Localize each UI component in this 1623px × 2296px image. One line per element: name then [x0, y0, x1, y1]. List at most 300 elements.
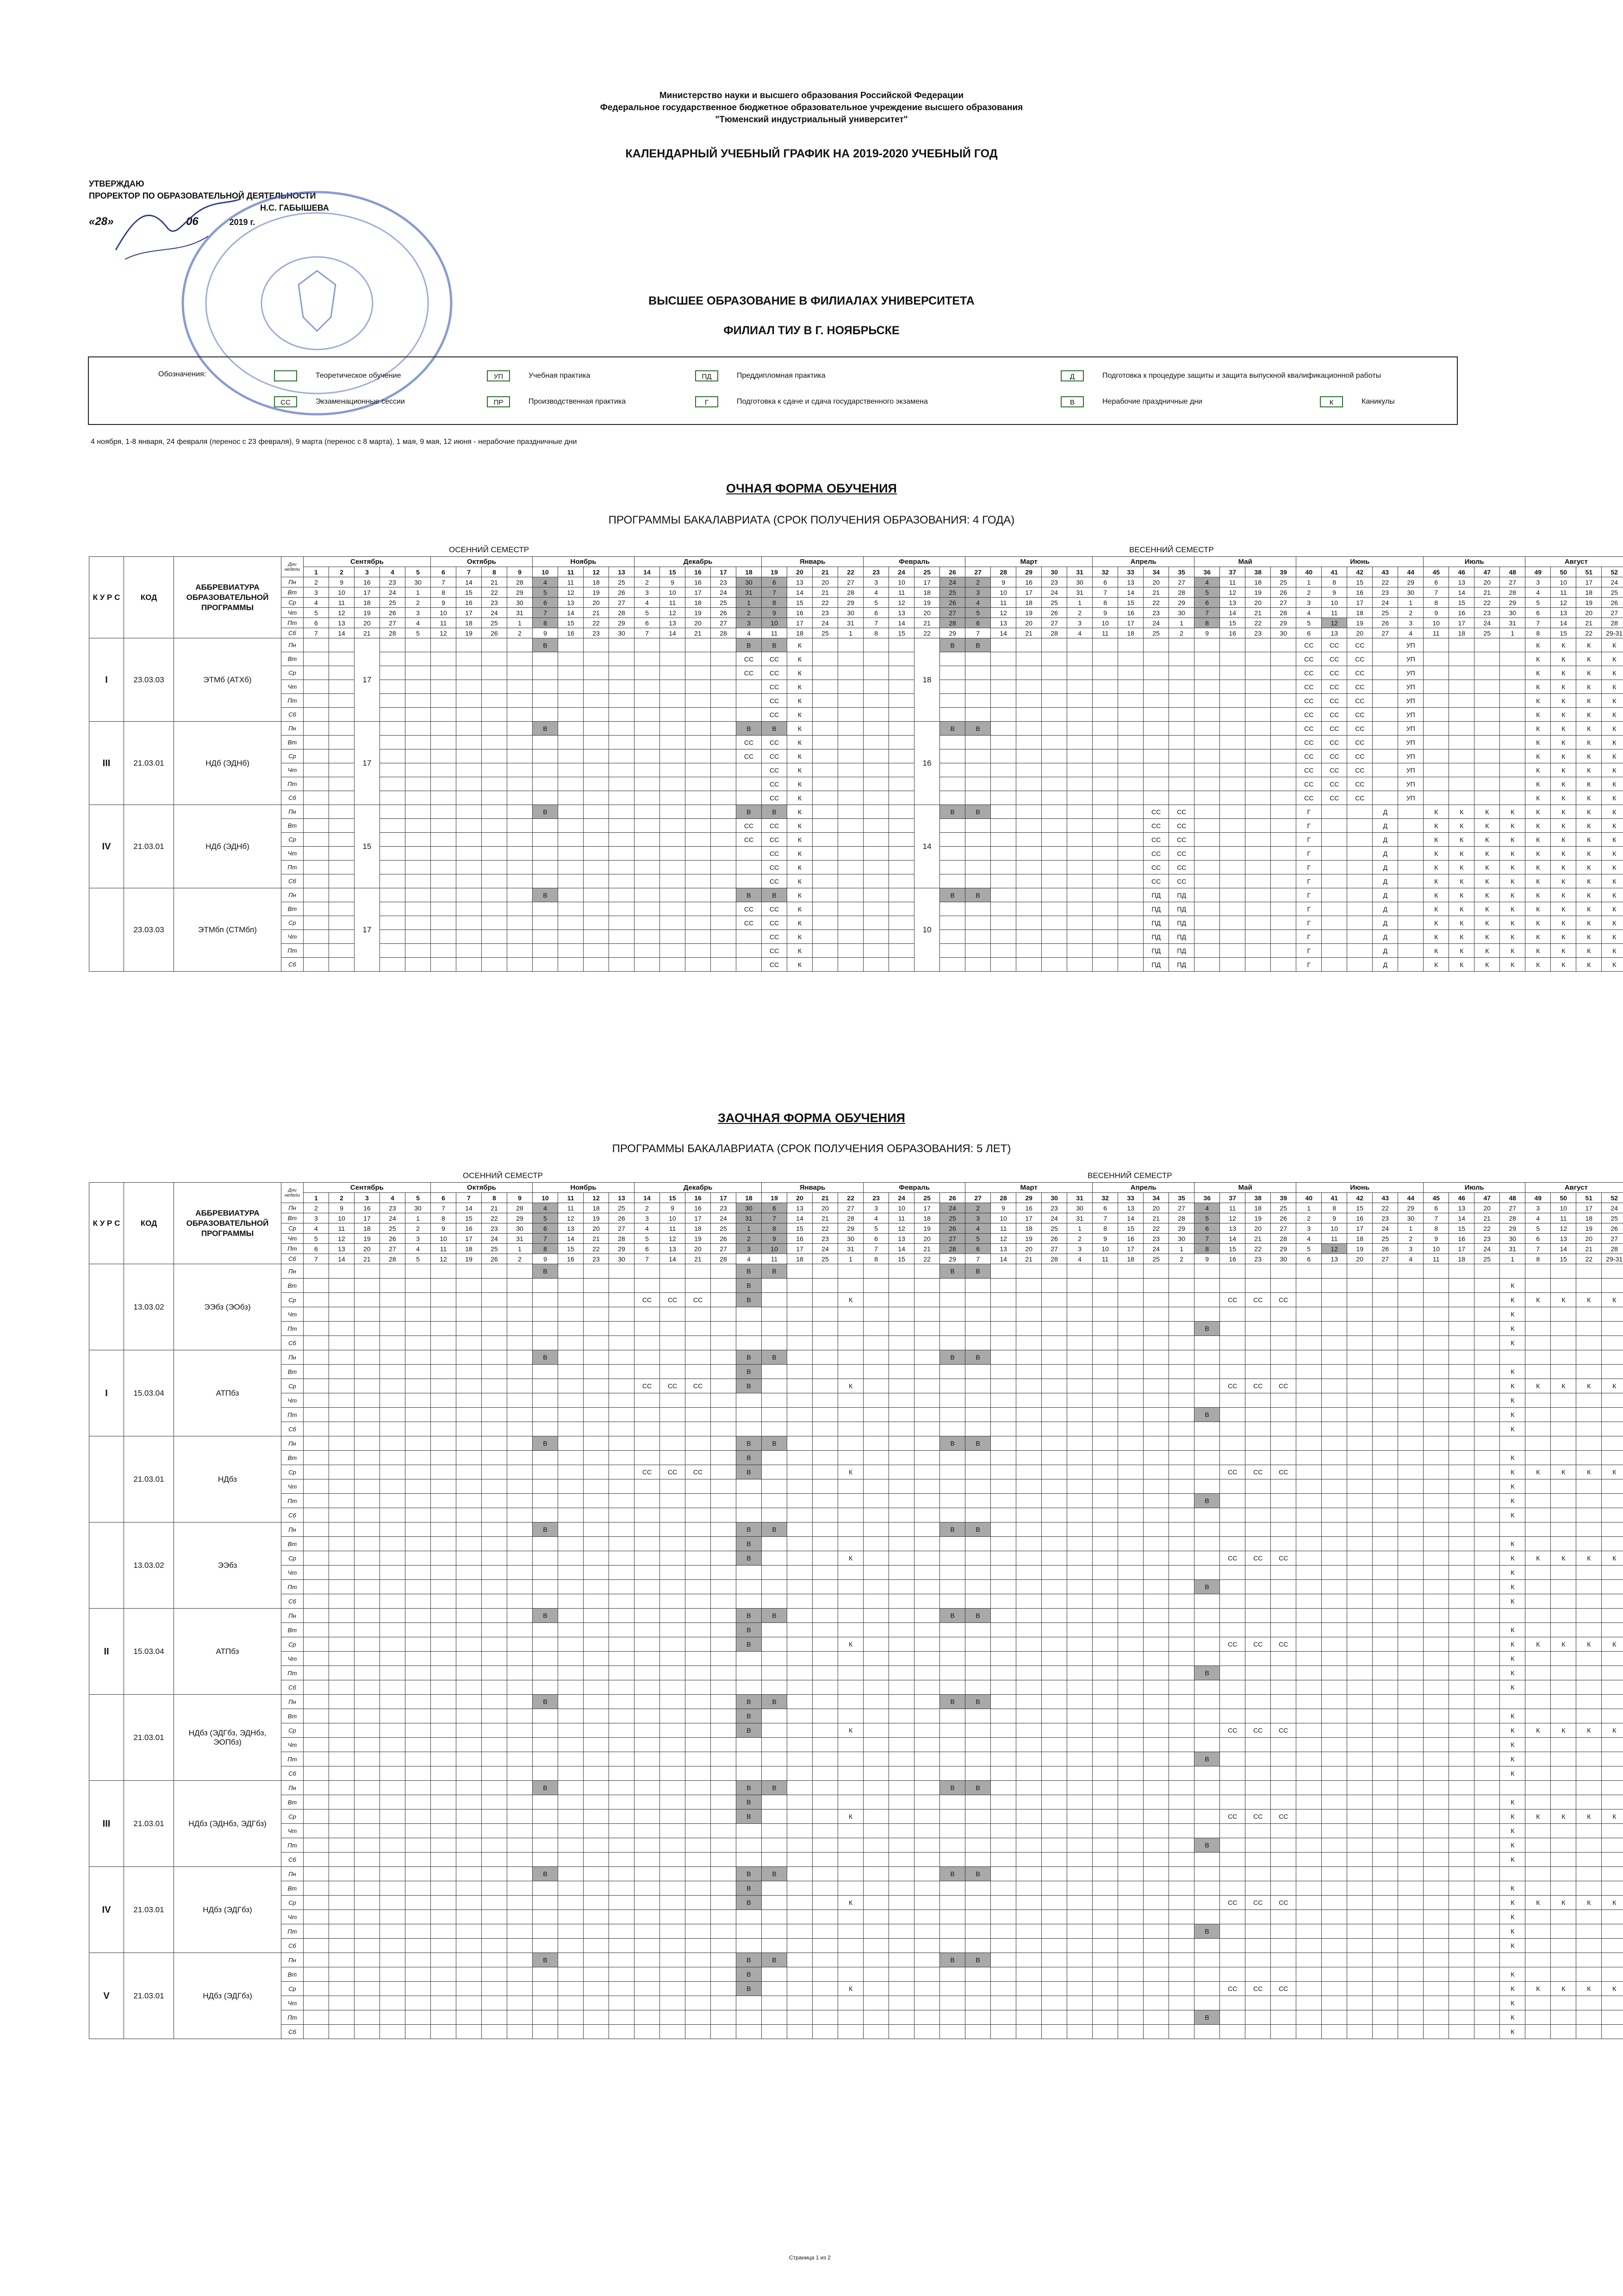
pt-prog-1-cell	[1602, 1408, 1623, 1422]
pt-prog-1-cell	[889, 1393, 914, 1408]
ft-date: 20	[1245, 598, 1271, 608]
pt-prog-6-cell	[1169, 1781, 1194, 1795]
pt-prog-1-cell	[1144, 1422, 1169, 1436]
pt-prog-6-cell	[609, 1781, 634, 1795]
ft-prog-2-cell	[482, 805, 507, 819]
ft-prog-2-cell	[1322, 847, 1347, 861]
pt-prog-7-day: Пт	[281, 1924, 304, 1939]
pt-prog-6-cell	[965, 1809, 991, 1824]
pt-date: 13	[329, 1244, 354, 1254]
ft-prog-2-cell: Г	[1296, 874, 1322, 888]
pt-prog-8-cell	[1220, 1996, 1245, 2010]
pt-date: 2	[1067, 1234, 1093, 1244]
ft-prog-1-cell: К	[1602, 763, 1623, 777]
pt-prog-3-cell	[660, 1594, 685, 1609]
pt-prog-6-cell	[940, 1824, 965, 1838]
pt-prog-5-cell	[685, 1695, 711, 1709]
ft-date: 28	[507, 577, 533, 587]
pt-prog-4-cell: К	[1500, 1666, 1525, 1680]
pt-prog-2-cell	[558, 1494, 584, 1508]
pt-prog-6-cell	[533, 1824, 558, 1838]
pt-prog-6-cell	[1118, 1824, 1144, 1838]
pt-prog-0-cell	[914, 1307, 940, 1322]
pt-prog-5-cell	[609, 1766, 634, 1781]
ft-prog-1-cell	[456, 749, 482, 763]
pt-prog-8-cell	[1042, 2025, 1067, 2039]
pt-prog-5-cell	[1398, 1766, 1424, 1781]
pt-prog-3-cell	[1474, 1522, 1500, 1537]
pt-date: 15	[1220, 1244, 1245, 1254]
parttime-subtitle: ПРОГРАММЫ БАКАЛАВРИАТА (СРОК ПОЛУЧЕНИЯ ОБРАЗОВАНИЯ: 5 ЛЕТ)	[612, 1142, 1011, 1155]
pt-prog-2-cell	[1576, 1451, 1602, 1465]
pt-prog-3-cell	[1169, 1594, 1194, 1609]
ft-prog-1-cell: К	[1525, 736, 1551, 749]
pt-prog-7-cell	[1474, 1939, 1500, 1953]
ft-prog-3-cell	[685, 902, 711, 916]
ft-date: 9	[660, 577, 685, 587]
pt-prog-3-cell	[558, 1566, 584, 1580]
pt-prog-6-cell	[609, 1795, 634, 1809]
ft-prog-3-cell	[1067, 930, 1093, 944]
pt-prog-4-cell	[965, 1623, 991, 1637]
pt-prog-5-cell	[711, 1723, 736, 1738]
pt-prog-1-cell	[1042, 1422, 1067, 1436]
ft-prog-3-cell: К	[1525, 958, 1551, 972]
ft-prog-0-cell: К	[787, 694, 813, 708]
pt-prog-3-cell	[1424, 1580, 1449, 1594]
pt-prog-0-cell	[1373, 1322, 1398, 1336]
pt-prog-8-cell	[991, 1982, 1016, 1996]
ft-prog-0-cell	[813, 680, 838, 694]
pt-prog-5-cell	[558, 1766, 584, 1781]
pt-date: 18	[1245, 1203, 1271, 1213]
pt-prog-8-cell	[991, 2010, 1016, 2025]
pt-prog-8-cell	[787, 1982, 813, 1996]
ft-date: 18	[1347, 608, 1373, 618]
pt-prog-8-cell: К	[1525, 1982, 1551, 1996]
pt-prog-7-cell	[329, 1910, 354, 1924]
ft-date: 20	[813, 577, 838, 587]
pt-prog-3-cell	[1424, 1594, 1449, 1609]
ft-prog-3-cell: В	[940, 888, 965, 902]
pt-prog-6-cell	[1042, 1809, 1067, 1824]
pt-prog-6-cell	[1449, 1781, 1474, 1795]
pt-prog-3-cell	[1042, 1566, 1067, 1580]
ft-prog-3-cell	[660, 958, 685, 972]
pt-prog-8-cell	[456, 1996, 482, 2010]
ft-prog-2-cell	[1271, 861, 1296, 874]
pt-prog-3-cell	[1245, 1537, 1271, 1551]
pt-prog-5-cell	[1424, 1738, 1449, 1752]
ft-prog-0-cell: К	[1576, 638, 1602, 652]
ft-prog-3-cell	[1398, 916, 1424, 930]
pt-prog-8-cell	[456, 2025, 482, 2039]
pt-prog-7-cell	[380, 1881, 405, 1896]
pt-prog-5-kurs	[89, 1695, 124, 1781]
ft-prog-0-cell	[711, 666, 736, 680]
pt-prog-6-cell	[1169, 1795, 1194, 1809]
pt-prog-4-cell	[1474, 1609, 1500, 1623]
pt-prog-7-cell	[889, 1881, 914, 1896]
pt-prog-0-cell	[533, 1279, 558, 1293]
ft-date: 18	[354, 598, 380, 608]
pt-date: 3	[304, 1213, 329, 1223]
ft-prog-1-cell	[1373, 722, 1398, 736]
pt-prog-4-day: Пт	[281, 1666, 304, 1680]
ft-prog-0-cell	[1474, 652, 1500, 666]
pt-prog-8-cell	[660, 2010, 685, 2025]
pt-prog-5-cell	[889, 1695, 914, 1709]
pt-week-52: 52	[1602, 1193, 1623, 1203]
ft-prog-0-cell	[405, 638, 431, 652]
pt-prog-8-cell	[1067, 2010, 1093, 2025]
pt-prog-7-cell	[685, 1867, 711, 1881]
pt-prog-2-cell	[1016, 1479, 1042, 1494]
pt-prog-1-cell	[304, 1422, 329, 1436]
ft-prog-2-cell: СС	[1169, 819, 1194, 833]
pt-prog-1-cell	[762, 1393, 787, 1408]
pt-prog-2-cell	[1245, 1508, 1271, 1522]
pt-prog-5-cell	[634, 1738, 660, 1752]
pt-prog-3-cell	[1169, 1551, 1194, 1566]
pt-prog-7-cell	[965, 1924, 991, 1939]
ft-prog-1-cell	[1144, 763, 1169, 777]
pt-prog-5-cell	[1093, 1723, 1118, 1738]
pt-prog-4-cell	[1449, 1623, 1474, 1637]
pt-prog-7-cell	[1169, 1924, 1194, 1939]
ft-prog-3-cell	[482, 916, 507, 930]
ft-date: 12	[558, 587, 584, 598]
ft-date: 17	[1118, 618, 1144, 628]
pt-prog-3-cell	[1194, 1566, 1220, 1580]
pt-prog-1-cell	[1424, 1379, 1449, 1393]
pt-prog-7-cell	[1271, 1910, 1296, 1924]
pt-date: 2	[405, 1223, 431, 1234]
ft-prog-2-cell	[329, 833, 354, 847]
pt-prog-1-cell	[329, 1379, 354, 1393]
ft-prog-1-cell	[456, 791, 482, 805]
pt-week-8: 8	[482, 1193, 507, 1203]
ft-prog-0-cell	[584, 666, 609, 680]
pt-prog-7-cell: СС	[1271, 1896, 1296, 1910]
pt-prog-1-cell	[787, 1408, 813, 1422]
pt-prog-7-cell: В	[533, 1867, 558, 1881]
pt-prog-0-cell: К	[838, 1293, 864, 1307]
pt-prog-1-cell	[533, 1422, 558, 1436]
pt-prog-6-cell	[940, 1809, 965, 1824]
ft-prog-0-cell	[864, 708, 889, 722]
pt-date: 11	[1093, 1254, 1118, 1264]
ft-prog-1-cell	[711, 736, 736, 749]
pt-prog-0-cell	[1449, 1293, 1474, 1307]
pt-date: 30	[405, 1203, 431, 1213]
pt-prog-3-cell	[1398, 1566, 1424, 1580]
pt-prog-3-cell	[482, 1551, 507, 1566]
pt-prog-2-cell	[711, 1436, 736, 1451]
pt-prog-1-cell	[1347, 1393, 1373, 1408]
pt-prog-3-cell: К	[1602, 1551, 1623, 1566]
ft-prog-1-cell	[558, 777, 584, 791]
ft-prog-0-cell	[940, 652, 965, 666]
pt-prog-3-cell	[864, 1566, 889, 1580]
pt-prog-4-cell	[1602, 1623, 1623, 1637]
pt-prog-1-cell	[558, 1408, 584, 1422]
pt-prog-6-cell	[685, 1795, 711, 1809]
pt-prog-3-cell	[1093, 1566, 1118, 1580]
ft-prog-3-cell	[660, 916, 685, 930]
ft-prog-1-cell	[864, 722, 889, 736]
pt-prog-1-cell	[533, 1365, 558, 1379]
ft-prog-1-cell	[965, 763, 991, 777]
pt-prog-2-cell	[431, 1508, 456, 1522]
ft-prog-0-cell	[965, 708, 991, 722]
ft-prog-1-cell: СС	[1347, 736, 1373, 749]
ft-prog-1-cell	[1169, 763, 1194, 777]
pt-prog-0-cell	[1424, 1322, 1449, 1336]
pt-prog-5-cell	[304, 1766, 329, 1781]
pt-prog-8-cell	[1602, 2025, 1623, 2039]
pt-prog-2-cell	[1373, 1508, 1398, 1522]
pt-prog-4-cell	[380, 1652, 405, 1666]
ft-date: 6	[1424, 577, 1449, 587]
ft-date: 9	[762, 608, 787, 618]
pt-prog-4-cell	[813, 1680, 838, 1695]
pt-prog-7-cell	[685, 1910, 711, 1924]
ft-prog-2-cell	[304, 833, 329, 847]
pt-prog-6-cell: К	[1500, 1809, 1525, 1824]
pt-prog-6-cell	[660, 1853, 685, 1867]
pt-prog-2-cell	[1322, 1494, 1347, 1508]
ft-date: 27	[1602, 608, 1623, 618]
pt-prog-1-cell	[1347, 1379, 1373, 1393]
ft-prog-3-cell: ПД	[1144, 902, 1169, 916]
pt-prog-1-cell	[1118, 1408, 1144, 1422]
ft-prog-3-cell	[507, 916, 533, 930]
pt-prog-2-cell	[1042, 1508, 1067, 1522]
pt-prog-7-cell	[787, 1896, 813, 1910]
ft-prog-1-cell	[1245, 722, 1271, 736]
pt-prog-3-cell	[762, 1566, 787, 1580]
ft-prog-2-cell	[965, 847, 991, 861]
pt-prog-8-cell	[1424, 2010, 1449, 2025]
pt-prog-1-cell	[1245, 1422, 1271, 1436]
ft-prog-1-cell: К	[1551, 736, 1576, 749]
pt-prog-5-cell	[1042, 1766, 1067, 1781]
pt-prog-5-cell	[533, 1709, 558, 1723]
pt-prog-7-cell	[354, 1881, 380, 1896]
pt-prog-4-code: 15.03.04	[124, 1609, 174, 1695]
ft-prog-3-cell	[991, 902, 1016, 916]
pt-prog-4-cell	[634, 1623, 660, 1637]
legend-gos-code: Г	[695, 396, 718, 407]
ft-day-4: Пт	[281, 618, 304, 628]
pt-prog-6-cell	[1245, 1795, 1271, 1809]
pt-prog-2-cell	[965, 1479, 991, 1494]
pt-prog-6-cell	[558, 1809, 584, 1824]
ft-prog-2-cell	[813, 833, 838, 847]
ft-prog-1-cell	[1373, 791, 1398, 805]
pt-prog-8-cell	[1245, 2010, 1271, 2025]
pt-prog-8-cell	[1016, 2025, 1042, 2039]
ft-date: 21	[1576, 618, 1602, 628]
ft-prog-3-cell	[685, 958, 711, 972]
pt-prog-2-cell	[864, 1451, 889, 1465]
pt-date: 17	[456, 1234, 482, 1244]
ft-prog-2-cell	[1194, 874, 1220, 888]
pt-prog-0-cell	[1220, 1307, 1245, 1322]
ft-date: 23	[1042, 577, 1067, 587]
pt-prog-7-cell	[431, 1867, 456, 1881]
pt-prog-1-cell	[787, 1365, 813, 1379]
ft-prog-1-day: Вт	[281, 736, 304, 749]
pt-prog-5-cell	[1551, 1752, 1576, 1766]
pt-prog-2-cell	[1576, 1508, 1602, 1522]
ft-prog-3-cell: К	[1449, 958, 1474, 972]
pt-prog-3-cell	[1322, 1594, 1347, 1609]
ft-date: 22	[914, 628, 940, 638]
pt-prog-5-cell	[329, 1709, 354, 1723]
pt-prog-0-cell	[914, 1322, 940, 1336]
pt-prog-0-cell	[685, 1336, 711, 1350]
ft-prog-2-cell: В	[762, 805, 787, 819]
pt-prog-2-cell	[1144, 1479, 1169, 1494]
ft-prog-2-cell	[1042, 819, 1067, 833]
pt-prog-1-cell	[813, 1393, 838, 1408]
pt-prog-2-cell	[889, 1451, 914, 1465]
pt-date: 20	[1144, 1203, 1169, 1213]
pt-date: 5	[1525, 1223, 1551, 1234]
ft-prog-1-cell: К	[1576, 749, 1602, 763]
pt-prog-8-cell	[1347, 1967, 1373, 1982]
ft-week-8: 8	[482, 567, 507, 577]
pt-prog-8-cell	[787, 2010, 813, 2025]
pt-prog-2-cell	[660, 1436, 685, 1451]
pt-prog-2-cell	[1398, 1479, 1424, 1494]
pt-prog-3-cell	[1398, 1522, 1424, 1537]
ft-prog-3-cell	[558, 958, 584, 972]
pt-prog-7-cell	[1169, 1910, 1194, 1924]
pt-prog-3-cell	[1602, 1566, 1623, 1580]
ft-date: 18	[1449, 628, 1474, 638]
ft-prog-1-cell: К	[787, 791, 813, 805]
pt-prog-7-cell	[1144, 1910, 1169, 1924]
pt-date: 24	[711, 1213, 736, 1223]
ft-prog-3-cell	[380, 944, 405, 958]
pt-prog-4-cell	[1424, 1637, 1449, 1652]
pt-prog-0-cell	[1296, 1336, 1322, 1350]
pt-prog-0-cell	[889, 1307, 914, 1322]
ft-prog-3-cell: К	[1525, 902, 1551, 916]
pt-prog-1-cell	[533, 1379, 558, 1393]
pt-date: 7	[1093, 1213, 1118, 1223]
ft-week-9: 9	[507, 567, 533, 577]
ft-prog-3-cell	[889, 958, 914, 972]
pt-prog-1-cell	[431, 1422, 456, 1436]
pt-prog-8-cell	[584, 1967, 609, 1982]
pt-month-4: Январь	[762, 1183, 864, 1193]
pt-prog-0-cell	[1500, 1264, 1525, 1279]
ft-date: 27	[1373, 628, 1398, 638]
pt-date: 2	[1169, 1254, 1194, 1264]
ft-prog-0-cell: К	[1551, 638, 1576, 652]
ft-prog-2-cell	[1245, 874, 1271, 888]
pt-prog-1-cell	[991, 1365, 1016, 1379]
ft-prog-1-cell	[431, 791, 456, 805]
ft-prog-1-cell: СС	[1322, 749, 1347, 763]
legend-vacation: К Каникулы	[1320, 396, 1395, 407]
pt-prog-0-cell	[1245, 1322, 1271, 1336]
ft-prog-0-cell: СС	[762, 680, 787, 694]
ft-prog-2-cell: К	[1576, 833, 1602, 847]
ft-prog-0-cell	[1118, 666, 1144, 680]
ft-prog-3-cell	[940, 930, 965, 944]
ft-prog-0-cell	[584, 680, 609, 694]
ft-date: 18	[787, 628, 813, 638]
pt-date: 28	[838, 1213, 864, 1223]
ft-prog-1-cell	[1016, 763, 1042, 777]
pt-date: 16	[1347, 1213, 1373, 1223]
ft-prog-3-cell	[584, 944, 609, 958]
pt-week-49: 49	[1525, 1193, 1551, 1203]
ft-date: 20	[914, 608, 940, 618]
pt-prog-6-kurs: III	[89, 1781, 124, 1867]
pt-prog-2-cell	[634, 1508, 660, 1522]
pt-prog-2-cell: К	[1602, 1465, 1623, 1479]
pt-prog-8-cell	[1093, 1996, 1118, 2010]
pt-prog-6-cell	[914, 1838, 940, 1853]
pt-date: 12	[329, 1234, 354, 1244]
pt-date: 16	[456, 1223, 482, 1234]
pt-prog-8-cell: В	[762, 1953, 787, 1967]
pt-prog-2-cell	[1424, 1494, 1449, 1508]
pt-prog-5-cell	[431, 1723, 456, 1738]
pt-prog-2-cell	[685, 1508, 711, 1522]
pt-week-30: 30	[1042, 1193, 1067, 1203]
pt-prog-1-cell	[660, 1422, 685, 1436]
pt-prog-8-cell	[558, 2010, 584, 2025]
pt-prog-8-cell	[1271, 1953, 1296, 1967]
pt-prog-2-cell	[354, 1436, 380, 1451]
pt-prog-6-cell	[1602, 1838, 1623, 1853]
pt-date: 29	[609, 1244, 634, 1254]
pt-prog-5-cell	[1500, 1695, 1525, 1709]
ft-prog-2-cell: К	[1602, 805, 1623, 819]
pt-prog-6-cell: К	[1500, 1853, 1525, 1867]
ft-prog-3-cell: ПД	[1169, 916, 1194, 930]
pt-prog-7-cell	[1398, 1910, 1424, 1924]
pt-prog-6-cell: В	[736, 1795, 762, 1809]
ft-prog-0-cell: В	[965, 638, 991, 652]
pt-prog-8-cell	[354, 1982, 380, 1996]
pt-prog-4-cell	[1296, 1623, 1322, 1637]
pt-prog-4-cell	[1220, 1623, 1245, 1637]
ft-prog-0-cell: СС	[1296, 638, 1322, 652]
ft-prog-2-cell	[533, 874, 558, 888]
pt-prog-4-cell	[304, 1637, 329, 1652]
pt-date: 7	[533, 1234, 558, 1244]
pt-prog-3-cell	[1067, 1566, 1093, 1580]
ft-prog-3-cell	[584, 902, 609, 916]
ft-prog-1-cell	[329, 777, 354, 791]
pt-prog-6-cell	[507, 1824, 533, 1838]
pt-prog-8-cell	[405, 1982, 431, 1996]
pt-prog-2-cell	[965, 1465, 991, 1479]
ft-prog-0-cell	[1169, 680, 1194, 694]
pt-prog-8-cell	[1194, 1982, 1220, 1996]
pt-prog-7-cell: К	[1500, 1910, 1525, 1924]
pt-prog-7-cell	[889, 1924, 914, 1939]
pt-date: 25	[609, 1203, 634, 1213]
